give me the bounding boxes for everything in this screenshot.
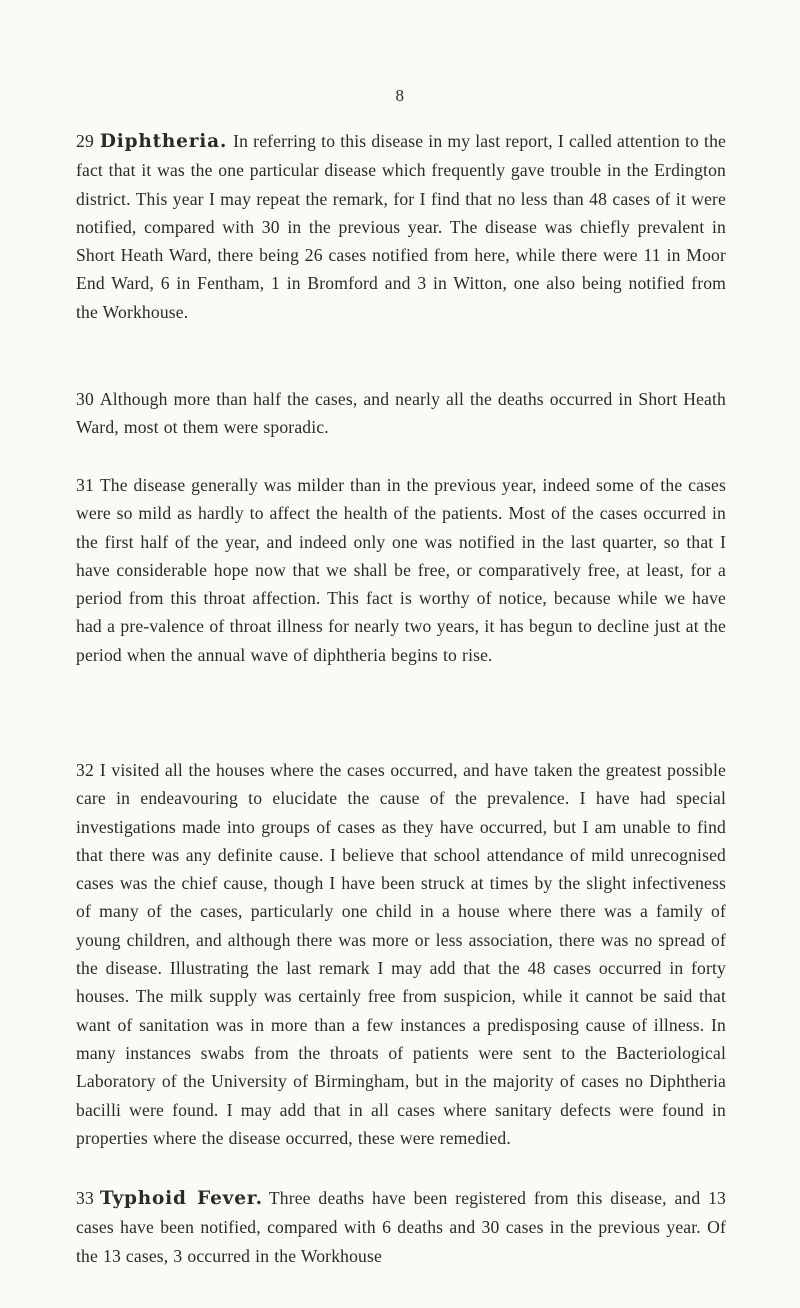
- paragraph-text: The disease generally was milder than in the previous year, indeed some of the cases were so mild as hardly to affect the health of the patients. Most of the cases occurred in the first half of the year, and indeed only one was notified in the last quarter, so that I have considerable hope now that we shall be free, or comparatively free, at least, for a period from this throat affection. This fact is worthy of notice, because while we have had a pre-valence of throat illness for nearly two years, it has begun to decline just at the period when the annual wave of diphtheria begins to rise.: [76, 475, 726, 665]
- page-number: 8: [395, 86, 405, 105]
- paragraph-text: I visited all the houses where the cases occurred, and have taken the greatest possible care in endeavouring to elucidate the cause of the prevalence. I have had special investigations made into groups of cases as they have occurred, but I am unable to find that there was any definite cause. I believe that school attendance of mild unrecognised cases was the chief cause, though I have been struck at times by the slight infectiveness of many of the cases, particularly one child in a house where there was a family of young children, and although there was more or less association, there was no spread of the disease. Illustrating the last remark I may add that the 48 cases occurred in forty houses. The milk supply was certainly free from suspicion, while it cannot be said that want of sanitation was in more than a few instances a predisposing cause of illness. In many instances swabs from the throats of patients were sent to the Bacteriological Laboratory of the University of Birmingham, but in the majority of cases no Diphtheria bacilli were found. I may add that in all cases where sanitary defects were found in properties where the disease occurred, these were remedied.: [76, 760, 726, 1148]
- paragraph-number: 29: [76, 131, 94, 151]
- paragraph-number: 30: [76, 389, 94, 409]
- section-heading-typhoid-fever: Typhoid Fever.: [99, 1188, 263, 1209]
- section-heading-diphtheria: Diphtheria.: [99, 131, 228, 152]
- paragraph-text: Although more than half the cases, and nearly all the deaths occurred in Short Heath Ward, most ot them were sporadic.: [76, 389, 726, 438]
- paragraph-33: [76, 1184, 726, 1270]
- paragraph-29: [76, 127, 726, 326]
- paragraph-number: 31: [76, 475, 94, 495]
- paragraph-32: [76, 756, 726, 1152]
- paragraph-31: [76, 471, 726, 669]
- paragraph-text: In referring to this disease in my last report, I called attention to the fact that it was the one particular disease which frequently gave trouble in the Erdington district. This year I may repeat the remark, for I find that no less than 48 cases of it were notified, compared with 30 in the previous year. The disease was chiefly prevalent in Short Heath Ward, there being 26 cases notified from here, while there were 11 in Moor End Ward, 6 in Fentham, 1 in Bromford and 3 in Witton, one also being notified from the Workhouse.: [76, 131, 726, 322]
- paragraph-number: 32: [76, 760, 94, 780]
- paragraph-number: 33: [76, 1188, 94, 1208]
- paragraph-text: Three deaths have been registered from this disease, and 13 cases have been notified, compared with 6 deaths and 30 cases in the previous year. Of the 13 cases, 3 occurred in the Workhouse: [76, 1188, 726, 1266]
- paragraph-30: [76, 385, 726, 442]
